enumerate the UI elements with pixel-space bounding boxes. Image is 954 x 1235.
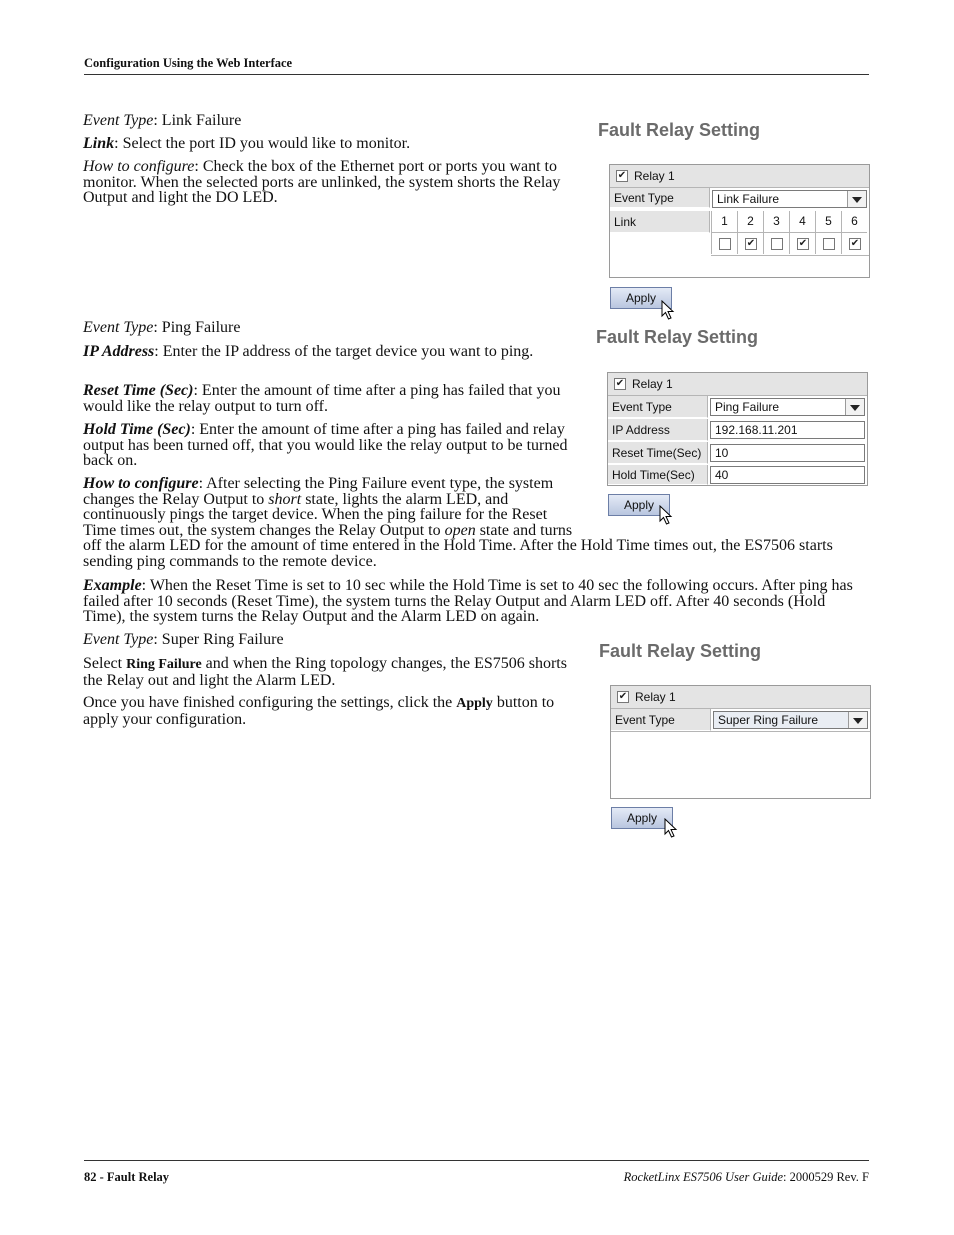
link-label: Link [610,211,710,233]
running-header: Configuration Using the Web Interface [84,56,293,70]
link-how-to: How to configure: Check the box of the Ethernet port or ports you want to monitor. When the selected ports are unlinked, the system shorts the Relay Output and light the DO LED. [83,158,561,206]
ping-how-to: How to configure: After selecting the Ping Failure event type, the system changes the Relay Output to short state, lights the alarm LED, and continuously pings the target device. When the ping failure for the Reset Time times out, the system changes the Relay Output to open state and turns off the alarm LED for the amount of time entered in the Hold Time. After the Hold Time times out, the ES7506 starts sending ping commands to the remote device. [83,475,833,570]
reset-time-label: Reset Time(Sec) [608,442,708,464]
link-event-type: Event Type: Link Failure [83,112,242,129]
ip-address-label: IP Address [608,419,708,441]
relay1-label: Relay 1 [635,690,676,704]
ip-address-input[interactable]: 192.168.11.201 [710,421,865,439]
port-header-5: 5 [815,211,841,233]
event-type-select[interactable]: Ping Failure [710,398,865,416]
chevron-down-icon[interactable] [847,191,866,207]
ring-select-text: Select Ring Failure and when the Ring topology changes, the ES7506 shorts the Relay out and light the Alarm LED. [83,655,567,689]
port-header-4: 4 [789,211,815,233]
panel2-title: Fault Relay Setting [596,327,759,347]
footer-page-label: 82 - Fault Relay [84,1170,170,1184]
event-type-label: Event Type [610,188,710,208]
event-type-select[interactable]: Super Ring Failure [713,711,868,729]
event-type-label: Event Type [608,396,708,418]
port-header-3: 3 [763,211,789,233]
relay1-label: Relay 1 [634,169,675,183]
panel1-relay-row [610,165,869,188]
mouse-pointer-icon [661,300,675,320]
header-rule [84,74,869,75]
port-1-checkbox[interactable] [719,238,731,250]
panel3-title: Fault Relay Setting [599,641,762,661]
mouse-pointer-icon [664,818,678,838]
footer-rule [84,1160,869,1161]
ping-example: Example: When the Reset Time is set to 10 sec while the Hold Time is set to 40 sec the following occurs. After ping has failed after 10 seconds (Reset Time), the system turns the Relay Output and Alarm LED off. After 40 seconds (Hold Time), the system turns the Relay Output and the Alarm LED on again. [83,577,853,625]
panel1-apply-button[interactable]: Apply [610,287,672,309]
event-type-label: Event Type [611,709,711,731]
port-header-6: 6 [841,211,867,233]
footer-doc-label: RocketLinx ES7506 User Guide: 2000529 Rev. F [623,1170,869,1184]
port-6-checkbox[interactable]: ✔ [850,238,860,249]
chevron-down-icon[interactable] [848,712,867,728]
relay1-checkbox[interactable]: ✔ [615,378,625,389]
ping-ip-description: IP Address: Enter the IP address of the target device you want to ping. [83,343,534,360]
relay1-checkbox[interactable]: ✔ [618,691,628,702]
event-type-select[interactable]: Link Failure [712,190,867,208]
mouse-pointer-icon [659,505,673,525]
panel1-title: Fault Relay Setting [598,120,761,140]
panel3-divider [611,731,870,732]
relay1-checkbox[interactable]: ✔ [617,170,627,181]
port-header-1: 1 [711,211,737,233]
reset-time-input[interactable]: 10 [710,444,865,462]
port-5-checkbox[interactable] [823,238,835,250]
ring-event-type: Event Type: Super Ring Failure [83,631,284,648]
chevron-down-icon[interactable] [845,399,864,415]
panel3-apply-button[interactable]: Apply [611,807,673,829]
ping-hold-description: Hold Time (Sec): Enter the amount of time after a ping has failed and relay output has been turned off, that you would like the relay output to be turned back on. [83,421,568,469]
panel3-fault-relay [610,685,871,799]
port-header-2: 2 [737,211,763,233]
ping-reset-description: Reset Time (Sec): Enter the amount of time after a ping has failed that you would like the relay output to turn off. [83,382,561,415]
port-2-checkbox[interactable]: ✔ [746,238,756,249]
link-description: Link: Select the port ID you would like to monitor. [83,135,411,152]
hold-time-input[interactable]: 40 [710,466,865,484]
hold-time-label: Hold Time(Sec) [608,465,708,485]
port-grid [711,211,869,256]
finish-text: Once you have finished configuring the settings, click the Apply button to apply your configuration. [83,694,555,728]
panel3-relay-row [611,686,870,709]
panel2-apply-button[interactable]: Apply [608,494,670,516]
port-4-checkbox[interactable]: ✔ [798,238,808,249]
ping-event-type: Event Type: Ping Failure [83,319,241,336]
panel2-relay-row [608,373,867,396]
port-3-checkbox[interactable] [771,238,783,250]
panel2-fault-relay [607,372,868,486]
relay1-label: Relay 1 [632,377,673,391]
panel1-fault-relay [609,164,870,278]
